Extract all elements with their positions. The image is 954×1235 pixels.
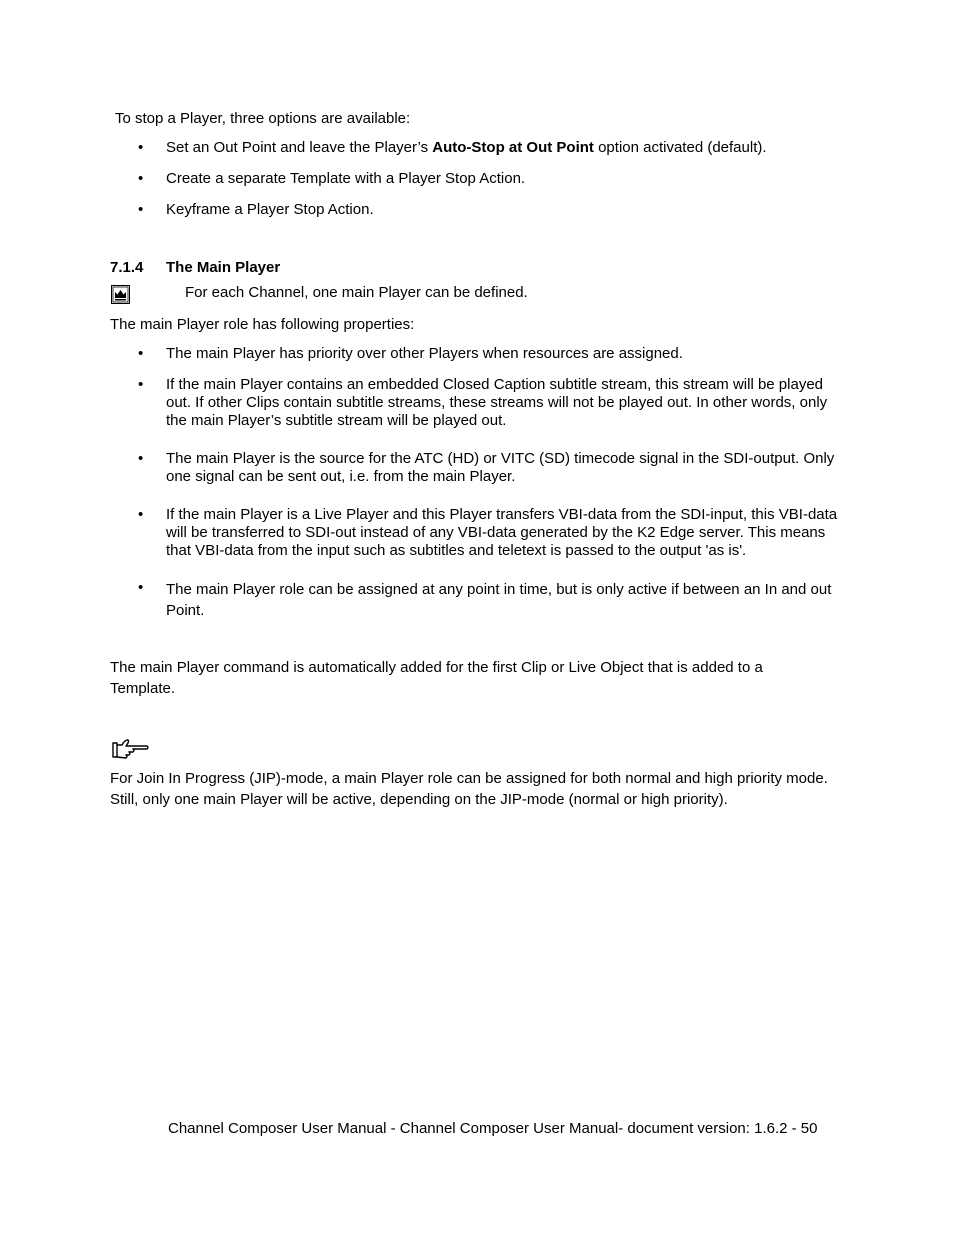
main-player-note: For each Channel, one main Player can be defined. <box>185 284 528 301</box>
stop-option-1-bold: Auto-Stop at Out Point <box>432 139 594 156</box>
intro-text: To stop a Player, three options are available: <box>115 110 411 127</box>
stop-option-1 <box>166 139 767 157</box>
property-item: If the main Player is a Live Player and this Player transfers VBI-data from the SDI-input, this VBI-data will be transferred to SDI-out instead of any VBI-data generated by the K2 Edge server. This means that VBI-data from the input such as subtitles and teletext is passed to the output 'as is'. <box>166 506 838 559</box>
bullet-dot: • <box>138 201 144 218</box>
stop-option-3: Keyframe a Player Stop Action. <box>166 201 374 218</box>
stop-option-1-post: option activated (default). <box>593 139 767 156</box>
stop-option-1-pre: Set an Out Point and leave the Player’s <box>166 139 433 156</box>
page-footer: Channel Composer User Manual - Channel Composer User Manual- document version: 1.6.2 - 50 <box>168 1120 818 1137</box>
section-number: 7.1.4 <box>110 259 144 276</box>
properties-intro: The main Player role has following properties: <box>110 316 415 333</box>
property-item: The main Player role can be assigned at any point in time, but is only active if between an In and out Point. <box>166 581 832 619</box>
section-title: The Main Player <box>166 259 281 276</box>
bullet-dot: • <box>138 579 144 596</box>
bullet-dot: • <box>138 170 144 187</box>
stop-option-2: Create a separate Template with a Player Stop Action. <box>166 170 526 187</box>
bullet-dot: • <box>138 376 144 393</box>
pointing-hand-icon <box>111 738 151 760</box>
bullet-dot: • <box>138 345 144 362</box>
auto-added-paragraph: The main Player command is automatically added for the first Clip or Live Object that is added to a Template. <box>110 659 763 697</box>
bullet-dot: • <box>138 506 144 523</box>
property-item: The main Player is the source for the ATC (HD) or VITC (SD) timecode signal in the SDI-output. Only one signal can be sent out, i.e. from the main Player. <box>166 450 835 485</box>
jip-note: For Join In Progress (JIP)-mode, a main Player role can be assigned for both normal and high priority mode. Still, only one main Player will be active, depending on the JIP-mode (normal or high priority). <box>110 770 828 808</box>
bullet-dot: • <box>138 139 144 156</box>
property-item: If the main Player contains an embedded Closed Caption subtitle stream, this stream will be played out. If other Clips contain subtitle streams, these streams will not be played out. In other words, only the main Player’s subtitle stream will be played out. <box>166 376 828 429</box>
crown-icon <box>111 285 130 304</box>
bullet-dot: • <box>138 450 144 467</box>
property-item: The main Player has priority over other Players when resources are assigned. <box>166 345 683 362</box>
